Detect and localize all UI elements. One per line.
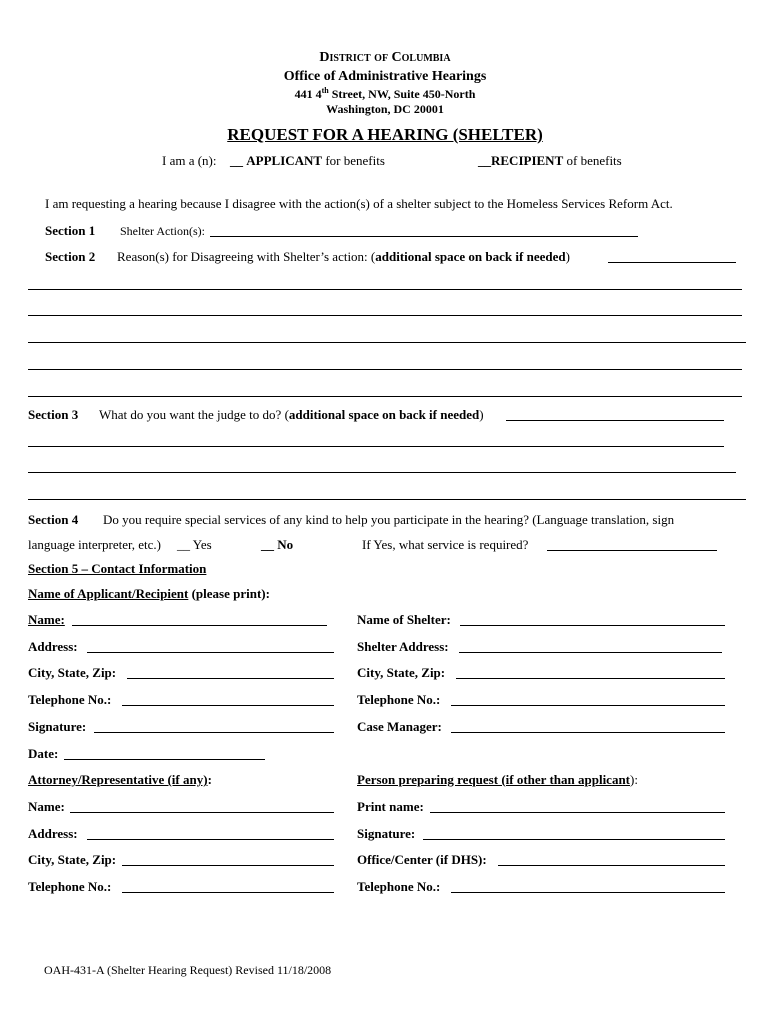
section2-field-inline[interactable] xyxy=(608,262,736,263)
section2-text: Reason(s) for Disagreeing with Shelter’s action: (additional space on back if needed) xyxy=(117,249,570,264)
attorney-city-label: City, State, Zip: xyxy=(28,852,117,867)
section3-label: Section 3 xyxy=(28,407,79,422)
section1-label: Section 1 xyxy=(45,223,96,238)
shelter-phone-field[interactable] xyxy=(451,705,725,706)
attorney-phone-label: Telephone No.: xyxy=(28,879,112,894)
section2-line[interactable] xyxy=(28,342,746,343)
section2-line[interactable] xyxy=(28,369,742,370)
applicant-city-label: City, State, Zip: xyxy=(28,665,117,680)
applicant-city-field[interactable] xyxy=(127,678,334,679)
applicant-heading: Name of Applicant/Recipient (please print): xyxy=(28,586,270,601)
form-footer: OAH-431-A (Shelter Hearing Request) Revised 11/18/2008 xyxy=(44,963,332,977)
office-address: 441 4th Street, NW, Suite 450-North xyxy=(294,86,476,101)
applicant-checkbox[interactable]: __ APPLICANT for benefits xyxy=(230,153,385,168)
applicant-name-label: Name: xyxy=(28,612,65,627)
section1-text: Shelter Action(s): xyxy=(120,224,205,238)
case-manager-label: Case Manager: xyxy=(357,719,442,734)
section3-line[interactable] xyxy=(28,472,736,473)
attorney-address-label: Address: xyxy=(28,826,78,841)
section3-line[interactable] xyxy=(28,446,724,447)
preparer-name-field[interactable] xyxy=(430,812,725,813)
shelter-phone-label: Telephone No.: xyxy=(357,692,441,707)
case-manager-field[interactable] xyxy=(451,732,725,733)
section3-text: What do you want the judge to do? (additional space on back if needed) xyxy=(99,407,484,422)
service-required-label: If Yes, what service is required? xyxy=(362,537,529,552)
intro-text: I am requesting a hearing because I disagree with the action(s) of a shelter subject to the Homeless Services Reform Act. xyxy=(45,196,673,211)
attorney-address-field[interactable] xyxy=(87,839,334,840)
section4-label: Section 4 xyxy=(28,512,79,527)
recipient-checkbox[interactable]: __RECIPIENT of benefits xyxy=(478,153,622,168)
shelter-city-label: City, State, Zip: xyxy=(357,665,446,680)
date-label: Date: xyxy=(28,746,59,761)
attorney-city-field[interactable] xyxy=(122,865,334,866)
preparer-signature-label: Signature: xyxy=(357,826,416,841)
section2-line[interactable] xyxy=(28,396,742,397)
shelter-address-field[interactable] xyxy=(459,652,722,653)
shelter-action-field[interactable] xyxy=(210,236,638,237)
no-checkbox[interactable]: __ No xyxy=(261,537,294,552)
shelter-address-label: Shelter Address: xyxy=(357,639,449,654)
preparer-heading: Person preparing request (if other than applicant): xyxy=(357,772,638,787)
role-prefix: I am a (n): xyxy=(162,153,217,168)
preparer-office-label: Office/Center (if DHS): xyxy=(357,852,487,867)
applicant-address-label: Address: xyxy=(28,639,78,654)
office-city: Washington, DC 20001 xyxy=(326,102,444,116)
section5-title: Section 5 – Contact Information xyxy=(28,561,207,576)
preparer-signature-field[interactable] xyxy=(423,839,725,840)
applicant-phone-field[interactable] xyxy=(122,705,334,706)
section2-line[interactable] xyxy=(28,289,742,290)
attorney-name-label: Name: xyxy=(28,799,65,814)
section3-line[interactable] xyxy=(28,499,746,500)
date-field[interactable] xyxy=(64,759,265,760)
preparer-phone-label: Telephone No.: xyxy=(357,879,441,894)
preparer-phone-field[interactable] xyxy=(451,892,725,893)
applicant-signature-field[interactable] xyxy=(94,732,334,733)
section3-field-inline[interactable] xyxy=(506,420,724,421)
shelter-name-label: Name of Shelter: xyxy=(357,612,451,627)
preparer-office-field[interactable] xyxy=(498,865,725,866)
form-title: REQUEST FOR A HEARING (SHELTER) xyxy=(227,125,543,144)
applicant-name-field[interactable] xyxy=(72,625,327,626)
attorney-phone-field[interactable] xyxy=(122,892,334,893)
preparer-name-label: Print name: xyxy=(357,799,424,814)
district-heading: District of Columbia xyxy=(319,50,451,65)
attorney-heading: Attorney/Representative (if any): xyxy=(28,772,212,787)
office-heading: Office of Administrative Hearings xyxy=(283,69,487,84)
attorney-name-field[interactable] xyxy=(70,812,334,813)
section4-text: Do you require special services of any kind to help you participate in the hearing? (Language translation, sign xyxy=(103,512,675,527)
section2-label: Section 2 xyxy=(45,249,96,264)
applicant-address-field[interactable] xyxy=(87,652,334,653)
service-required-field[interactable] xyxy=(547,550,717,551)
yes-checkbox[interactable]: __ Yes xyxy=(177,537,212,552)
applicant-signature-label: Signature: xyxy=(28,719,87,734)
applicant-phone-label: Telephone No.: xyxy=(28,692,112,707)
section2-line[interactable] xyxy=(28,315,742,316)
shelter-city-field[interactable] xyxy=(456,678,725,679)
section4-text2: language interpreter, etc.) xyxy=(28,537,162,552)
shelter-name-field[interactable] xyxy=(460,625,725,626)
